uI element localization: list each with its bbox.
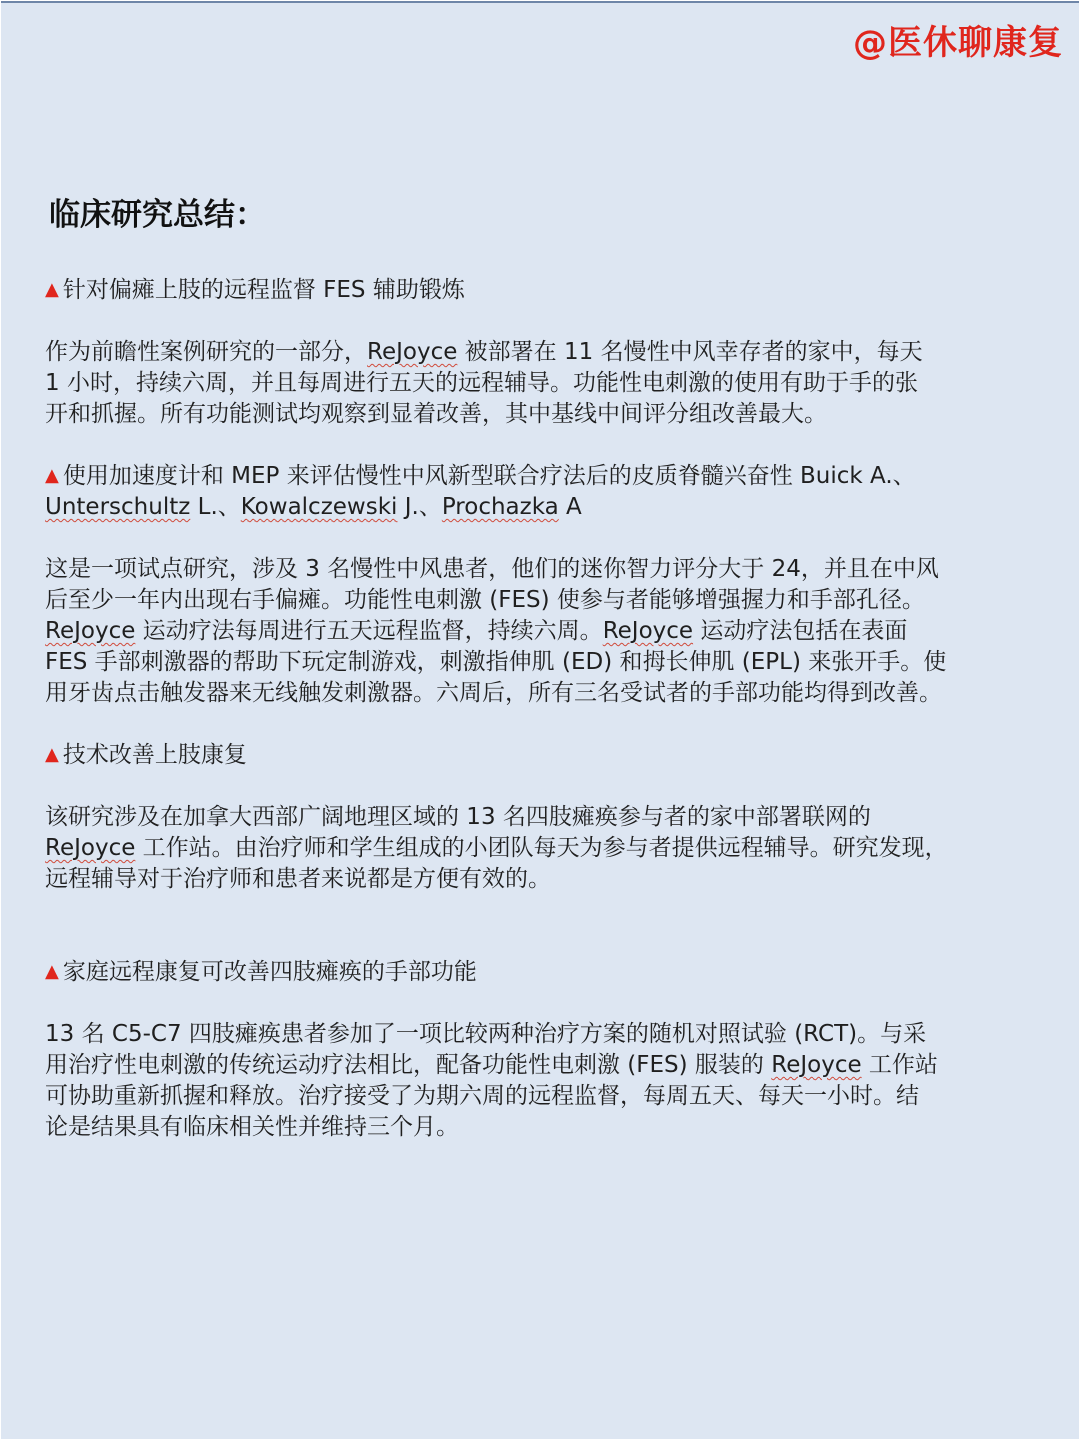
spellcheck-word: ReJoyce xyxy=(45,835,136,861)
section-paragraph xyxy=(45,802,1045,895)
section-heading-text: 家庭远程康复可改善四肢瘫痪的手部功能 xyxy=(62,959,477,985)
paragraph-line: 可协助重新抓握和释放。治疗接受了为期六周的远程监督，每周五天、每天一小时。结 xyxy=(45,1083,919,1109)
spellcheck-word: ReJoyce xyxy=(45,618,136,644)
section-paragraph xyxy=(45,554,1045,709)
section-heading-text: 针对偏瘫上肢的远程监督 FES 辅助锻炼 xyxy=(62,277,465,303)
section-heading-authors: Unterschultz L.、Kowalczewski J.、Prochazka A xyxy=(45,494,582,520)
paragraph-line: ReJoyce 运动疗法每周进行五天远程监督，持续六周。ReJoyce 运动疗法包括在表面 xyxy=(45,618,908,644)
spellcheck-word: ReJoyce xyxy=(367,339,458,365)
paragraph-line: 1 小时，持续六周，并且每周进行五天的远程辅导。功能性电刺激的使用有助于手的张 xyxy=(45,370,918,396)
spellcheck-word: ReJoyce xyxy=(602,618,694,644)
section-heading-accelerometer-mep xyxy=(45,461,1045,492)
section-paragraph xyxy=(45,1019,1045,1143)
paragraph-line: 这是一项试点研究，涉及 3 名慢性中风患者，他们的迷你智力评分大于 24，并且在中风 xyxy=(45,556,939,582)
paragraph-line: FES 手部刺激器的帮助下玩定制游戏，刺激指伸肌 (ED) 和拇长伸肌 (EPL) 来张开手。使 xyxy=(45,649,947,675)
content-body xyxy=(45,275,1045,1143)
paragraph-line: 论是结果具有临床相关性并维持三个月。 xyxy=(45,1114,459,1140)
section-heading-text: 使用加速度计和 MEP 来评估慢性中风新型联合疗法后的皮质脊髓兴奋性 Buick A.、 xyxy=(62,463,916,489)
section-heading-remote-fes xyxy=(45,275,1045,306)
paragraph-line: 该研究涉及在加拿大西部广阔地理区域的 13 名四肢瘫痪参与者的家中部署联网的 xyxy=(45,804,871,830)
red-triangle-icon: ▲ xyxy=(45,744,59,765)
red-triangle-icon: ▲ xyxy=(45,961,59,982)
paragraph-line: 13 名 C5-C7 四肢瘫痪患者参加了一项比较两种治疗方案的随机对照试验 (RCT)。与采 xyxy=(45,1021,927,1047)
paragraph-line: 后至少一年内出现右手偏瘫。功能性电刺激 (FES) 使参与者能够增强握力和手部孔径。 xyxy=(45,587,925,613)
section-heading-text: 技术改善上肢康复 xyxy=(62,742,247,768)
paragraph-line: ReJoyce 工作站。由治疗师和学生组成的小团队每天为参与者提供远程辅导。研究发现， xyxy=(45,835,948,861)
red-triangle-icon: ▲ xyxy=(45,279,59,300)
red-triangle-icon: ▲ xyxy=(45,465,59,486)
section-paragraph xyxy=(45,337,1045,430)
spellcheck-word: Prochazka xyxy=(441,494,559,520)
paragraph-line: 开和抓握。所有功能测试均观察到显着改善，其中基线中间评分组改善最大。 xyxy=(45,401,827,427)
document-slide xyxy=(1,1,1079,1439)
section-heading-technology xyxy=(45,740,1045,771)
spellcheck-word: Unterschultz xyxy=(45,494,191,520)
spellcheck-word: ReJoyce xyxy=(771,1052,862,1078)
paragraph-line: 作为前瞻性案例研究的一部分，ReJoyce 被部署在 11 名慢性中风幸存者的家中，每天 xyxy=(45,339,923,365)
watermark-text: @医休聊康复 xyxy=(853,23,1063,63)
paragraph-line: 用治疗性电刺激的传统运动疗法相比，配备功能性电刺激 (FES) 服装的 ReJoyce 工作站 xyxy=(45,1052,938,1078)
paragraph-line: 远程辅导对于治疗师和患者来说都是方便有效的。 xyxy=(45,866,551,892)
page-title: 临床研究总结： xyxy=(49,197,266,233)
section-heading-home-telerehab xyxy=(45,957,1045,988)
paragraph-line: 用牙齿点击触发器来无线触发刺激器。六周后，所有三名受试者的手部功能均得到改善。 xyxy=(45,680,942,706)
spellcheck-word: Kowalczewski xyxy=(240,494,398,520)
